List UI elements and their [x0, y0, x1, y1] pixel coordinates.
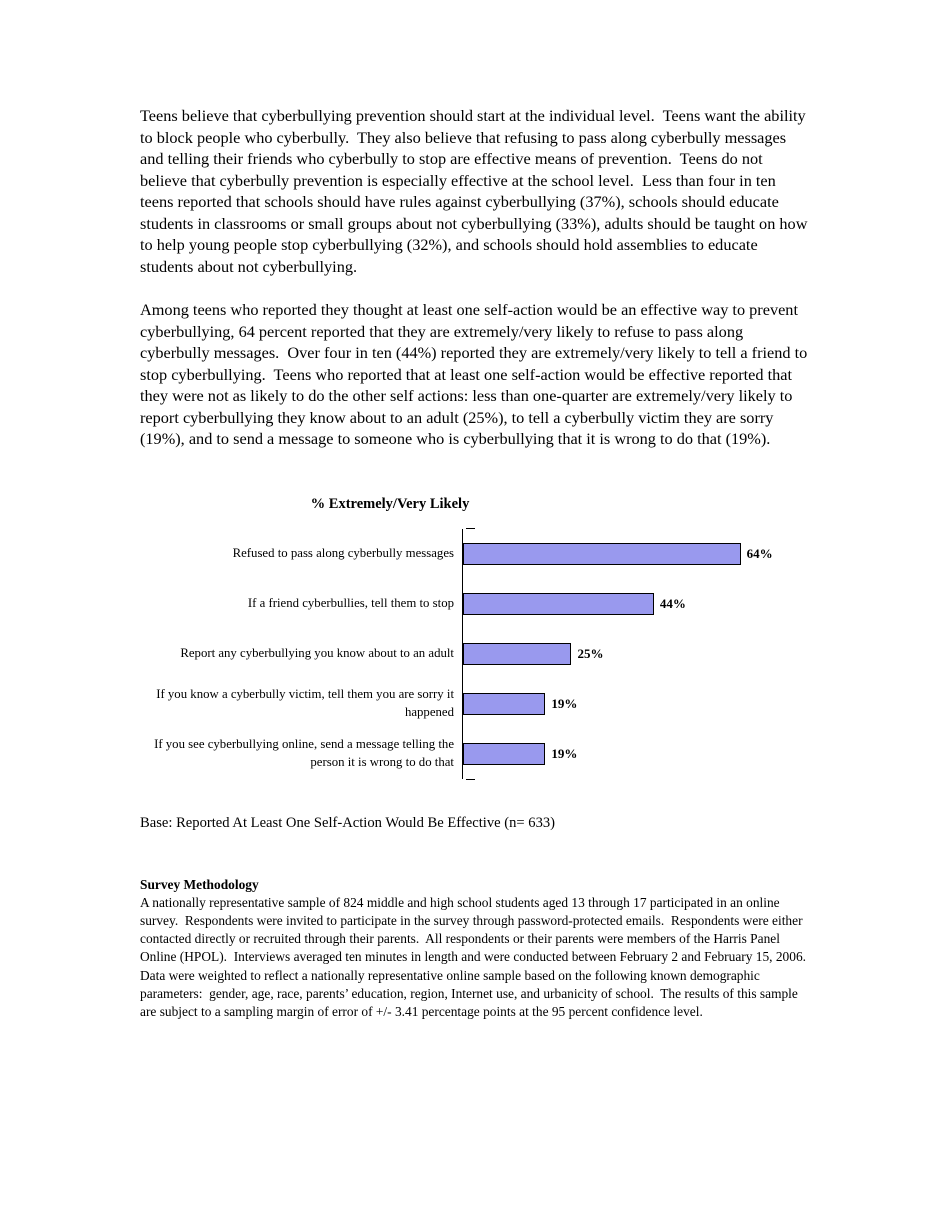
- methodology-section: [140, 876, 813, 1022]
- chart-row: [140, 529, 810, 579]
- chart-title: % Extremely/Very Likely: [310, 495, 470, 512]
- chart-plot-area: [140, 529, 810, 779]
- chart-category-label: If a friend cyberbullies, tell them to stop: [247, 595, 454, 610]
- chart-value-label: 44%: [659, 595, 686, 611]
- chart-bar: [463, 593, 654, 615]
- chart-bar-area: [462, 529, 810, 579]
- chart-category-label: If you know a cyberbully victim, tell them you are sorry it happened: [156, 686, 454, 719]
- methodology-text: A nationally representative sample of 824 middle and high school students aged 13 through 17 participated in an online survey. Respondents were invited to participate in the survey through password-protected emails. Respondents were either contacted directly or recruited through their parents. All respondents or their parents were members of the Harris Panel Online (HPOL). Interviews averaged ten minutes in length and were conducted between February 2 and February 15, 2006. Data were weighted to reflect a nationally representative online sample based on the following known demographic parameters: gender, age, race, parents’ education, region, Internet use, and urbanicity of school. The results of this sample are subject to a sampling margin of error of +/- 3.41 percentage points at the 95 percent confidence level.: [140, 894, 813, 1019]
- chart-row: [140, 729, 810, 779]
- paragraph-self-actions: Among teens who reported they thought at least one self-action would be an effective way to prevent cyberbullying, 64 percent reported that they are extremely/very likely to refuse to pass along cyberbully messages. Over four in ten (44%) reported they are extremely/very likely to tell a friend to stop cyberbullying. Teens who reported that at least one self-action would be effective reported that they were not as likely to do the other self actions: less than one-quarter are extremely/very likely to report cyberbullying they know about to an adult (25%), to tell a cyberbully victim they are sorry (19%), and to send a message to someone who is cyberbullying that it is wrong to do that (19%).: [140, 300, 812, 448]
- chart-bar: [463, 643, 571, 665]
- bar-chart: [140, 496, 810, 779]
- chart-bar-area: [462, 679, 810, 729]
- chart-row: [140, 579, 810, 629]
- chart-category-label: If you see cyberbullying online, send a message telling the person it is wrong to do that: [154, 736, 454, 769]
- methodology-heading: Survey Methodology: [140, 876, 259, 892]
- chart-value-label: 19%: [551, 745, 578, 761]
- chart-category-label: Report any cyberbullying you know about to an adult: [180, 645, 454, 660]
- chart-bar: [463, 743, 545, 765]
- paragraph-prevention-beliefs: Teens believe that cyberbullying prevention should start at the individual level. Teens want the ability to block people who cyberbully. They also believe that refusing to pass along cyberbully messages and telling their friends who cyberbully to stop are effective means of prevention. Teens do not believe that cyberbully prevention is especially effective at the school level. Less than four in ten teens reported that schools should have rules against cyberbullying (37%), schools should educate students in classrooms or small groups about not cyberbullying (33%), adults should be taught on how to help young people stop cyberbullying (32%), and schools should hold assemblies to educate students about not cyberbullying.: [140, 106, 812, 276]
- chart-row: [140, 679, 810, 729]
- chart-bar: [463, 693, 545, 715]
- chart-row: [140, 629, 810, 679]
- chart-bar-area: [462, 629, 810, 679]
- chart-category-label: Refused to pass along cyberbully messages: [232, 545, 454, 560]
- base-note: Base: Reported At Least One Self-Action Would Be Effective (n= 633): [140, 814, 556, 831]
- chart-value-label: 64%: [746, 545, 773, 561]
- chart-bar: [463, 543, 741, 565]
- chart-value-label: 25%: [577, 645, 604, 661]
- chart-bar-area: [462, 579, 810, 629]
- chart-value-label: 19%: [551, 695, 578, 711]
- chart-bar-area: [462, 729, 810, 779]
